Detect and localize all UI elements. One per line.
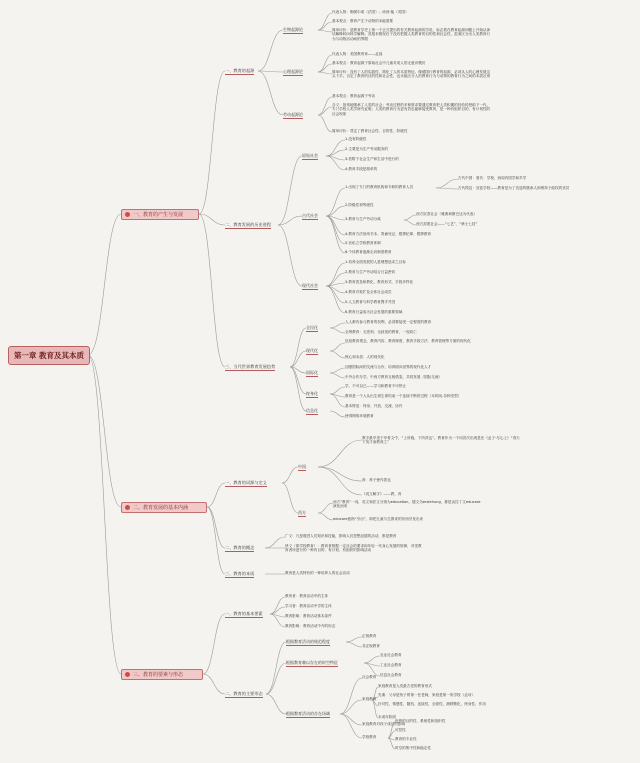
node-ancient[interactable]: 古代社会 <box>302 213 318 218</box>
connector-line <box>330 411 345 417</box>
connector-line <box>404 215 416 220</box>
node-concept[interactable]: 二、教育的概念 <box>225 545 255 550</box>
connector-line <box>318 513 333 520</box>
connector-line <box>266 642 286 694</box>
connector-line <box>282 467 298 483</box>
bullet-dot-icon <box>125 212 130 217</box>
connector-line <box>346 637 362 642</box>
note: 3.教育与生产劳动分离 <box>345 217 381 221</box>
connector-line <box>318 55 332 72</box>
note: 可控性 <box>395 728 406 732</box>
connector-line <box>330 368 345 373</box>
note: 基本特征：终身、开放、交流、协作 <box>345 404 403 408</box>
connector-line <box>290 367 306 411</box>
node-history[interactable]: 二、教育发展的历史进程 <box>225 222 272 227</box>
note: educare意指“引出”，即把儿童与生俱来的东西引发出来 <box>333 517 424 521</box>
note: 3.教育普及和教化，教育形式、手段多样化 <box>345 280 414 284</box>
connector-line <box>318 13 332 30</box>
note: 家庭教育对孩子成长的影响 <box>362 722 406 726</box>
connector-line <box>318 22 332 30</box>
connector-line <box>330 394 345 407</box>
note: 4.教育对象扩及全体社会成员 <box>345 290 392 294</box>
note: 社会教育 <box>362 675 377 679</box>
note: 工业社会教育 <box>380 663 402 667</box>
connector-line <box>278 156 302 225</box>
connector-line <box>330 351 345 358</box>
node-china[interactable]: 中国 <box>298 464 306 469</box>
note: 4.教育方法崇尚书本、背诵死记、棍棒纪律、棍棒教育 <box>345 232 432 236</box>
connector-line <box>270 597 285 614</box>
note: 狭义（即学校教育）：教育者根据一定社会的要求和年轻一代身心发展的规律，对受教育者所进行的一种有目的、有计划、有组织的影响活动 <box>285 544 422 553</box>
connector-line <box>282 483 298 513</box>
note: 教育是一个人从出生到生命结束一个连续不断的过程（本时间-各种类型） <box>345 394 462 398</box>
note: 2.阶级性和等级性 <box>345 203 374 207</box>
note: 1.出现了专门的教育机构和专职的教育人员 <box>345 185 414 189</box>
note: 《说文解字》——教、育 <box>362 492 402 496</box>
node-origin[interactable]: 一、教育的起源 <box>225 68 255 73</box>
note: 非正规教育 <box>362 644 380 648</box>
connector-line <box>326 206 345 216</box>
node-etymology[interactable]: 一、教育的词源与定义 <box>225 480 267 485</box>
note: 基本观点：教育起源于劳动 <box>332 94 376 98</box>
note: 先秦：父母是孩子的第一任老师，家庭是第一所学校（孟母） <box>378 693 476 697</box>
connector-line <box>318 467 362 495</box>
connector-line <box>258 30 283 71</box>
bullet-dot-icon <box>125 672 130 677</box>
connector-line <box>207 483 225 507</box>
connector-line <box>340 678 362 714</box>
note: 古代埃及：宫廷学校——教育是为了宫廷的继承人和维持子政权的官员 <box>458 186 570 190</box>
root-node[interactable]: 第一章 教育及其本质 <box>8 346 90 365</box>
note: 中外合作办学，中西方教育互相借鉴，共同发展（国际交流） <box>345 375 443 379</box>
note: 针对性，情感性，随机，连续性，全面性，潜移默化，终身性；作用 <box>378 702 486 706</box>
note: 1.培养全面发展的人是理想追求之目标 <box>345 260 406 264</box>
section-1-label: 一、教育的产生与发展 <box>133 212 184 218</box>
connector-line <box>88 355 121 674</box>
note: 教育者：教育活动中的主体 <box>285 594 329 598</box>
note: 6.教育日益成为社会发展的重要领域 <box>345 310 403 314</box>
connector-line <box>270 614 285 627</box>
connector-line <box>318 115 332 132</box>
connector-line <box>326 263 345 286</box>
note: 农业社会教育 <box>380 653 402 657</box>
connector-line <box>436 179 458 188</box>
connector-line <box>404 220 416 225</box>
connector-line <box>340 700 362 714</box>
note: 育：养子使作善也 <box>362 478 391 482</box>
node-field[interactable]: 根据教育活动的存在场域 <box>286 711 330 716</box>
note: 广义：凡是增进人们知识和技能，影响人们思想品德的活动，都是教育 <box>285 534 397 538</box>
note: 家庭教育是人类最古老的教育形式 <box>378 684 432 688</box>
node-west[interactable]: 西方 <box>298 510 306 515</box>
connector-line <box>330 323 345 328</box>
note: 西方“教育”一词，英文和法文分别为education，德文为erziehung，都是由拉丁文educare演化而来 <box>333 500 481 509</box>
connector-line <box>330 343 345 351</box>
connector-line <box>318 503 333 513</box>
bullet-dot-icon <box>125 505 130 510</box>
connector-line <box>326 216 345 244</box>
note: 全纳教育：无差别、无歧视的教育，一视同仁 <box>345 330 417 334</box>
connector-line <box>278 225 302 286</box>
connector-line <box>346 642 362 647</box>
note: 3.依附于社会生产和生活中进行的 <box>345 157 399 161</box>
note: 简单评价：是教育学史上第一个正式提出的有关教育起源的学说，标志着在教育起源问题上开始从神话解释转向科学解释。其根本错误在于没有把握人类教育的目的性和社会性，混淆区分出人类教育行为与动物活动间的界限 <box>332 28 491 41</box>
note: 6.个体教育逐渐走向制度教育 <box>345 250 392 254</box>
connector-line <box>207 507 225 574</box>
connector-line <box>318 467 362 481</box>
node-lifelong[interactable]: 终身化 <box>306 391 318 396</box>
note: 包括教育观念、教育内容、教育制度、教育手段方法、教育管理等方面的现代化 <box>345 339 471 343</box>
note: 正规教育 <box>362 634 377 638</box>
note: 学，不可以已——学习和教育不可停止 <box>345 384 407 388</box>
node-universal[interactable]: 全民化 <box>306 325 318 330</box>
note: 5.人文教育与科学教育携手并进 <box>345 300 396 304</box>
note: 简单评价：没有了人的实践性，简化了人的本质特征。像德国行教育的起源，必须从人的心理发展这头下手。否定了教育的目的性和社会性，也未能区分人的教育行为与动物的教育行为之间的本质区别 <box>332 70 491 79</box>
connector-line <box>326 188 345 216</box>
connector-line <box>318 30 332 32</box>
connector-line <box>318 440 362 467</box>
note: 使得网络环境教育 <box>345 414 374 418</box>
note: 西方奴隶社会（雅典和斯巴达为代表） <box>416 212 478 216</box>
note: 基本观点：教育产生于动物的本能需要 <box>332 19 394 23</box>
note: 代表人物：美国教育家——孟禄 <box>332 52 383 56</box>
note: 学校教育 <box>362 735 377 739</box>
note: 教育是人类特有的一种培养人的社会活动 <box>285 571 350 575</box>
node-bio-origin[interactable]: 生物起源论 <box>283 27 303 32</box>
node-primitive[interactable]: 原始社会 <box>302 153 318 158</box>
note: 基本观点：教育起源于原始社会中儿童对成人的无意识模仿 <box>332 61 426 65</box>
note: 信息社会教育 <box>380 673 402 677</box>
node-forms[interactable]: 二、教育的主要形态 <box>225 691 263 696</box>
connector-line <box>199 214 225 367</box>
connector-line <box>364 656 380 663</box>
connector-line <box>266 694 286 714</box>
section-1-header[interactable] <box>121 209 199 220</box>
section-3-label: 三、教育的要素与形态 <box>133 672 184 678</box>
node-trends[interactable]: 三、当代世界教育发展趋势 <box>225 364 276 369</box>
note: 人人都有参与教育的权利，必须要接受一定程度的教育 <box>345 320 432 324</box>
note: 1.没有阶级性 <box>345 137 367 141</box>
note: 2.主要是为生产劳动服务的 <box>345 147 388 151</box>
note: 家庭教育 <box>362 697 377 701</box>
connector-line <box>88 355 121 507</box>
note: 学习者：教育活动中学的主体 <box>285 604 332 608</box>
connector-line <box>326 216 345 235</box>
note: 含义：批判地继承了人类的社会；劳动过程的多种需求要通过教育把人类积累的经验传授给下一代，专门学校人类学研究证明；人类的教育行为更有效也能够接受教育，是一种有组织目的、有计划性的社会现象 <box>332 103 491 116</box>
connector-line <box>290 328 306 367</box>
node-modernization[interactable]: 现代化 <box>306 348 318 353</box>
connector-line <box>318 64 332 72</box>
note: 加强国际间的交流与合作，培养面向世界的现代化人才 <box>345 365 432 369</box>
note: 教育的专业性 <box>395 737 417 741</box>
node-elements[interactable]: 一、教育的基本要素 <box>225 611 263 616</box>
note: 代表人物：勒图尔诺（法国）；沛西·能（英国） <box>332 10 409 14</box>
connector-line <box>203 674 225 694</box>
note: 古代中国：夏代：学校，西周有国学和乡学 <box>458 176 527 180</box>
note: 西方封建社会——“七艺”、“骑士七技” <box>416 222 478 226</box>
connector-line <box>199 71 225 214</box>
connector-line <box>278 216 302 225</box>
connector-line <box>436 188 458 189</box>
node-norm-degree[interactable]: 根据教育活动的规范程度 <box>286 639 330 644</box>
connector-line <box>330 387 345 394</box>
note: 2.教育与生产劳动结合日益密切 <box>345 270 396 274</box>
note: 简单评价：奠定了教育社会性、目的性、阶级性 <box>332 129 408 133</box>
note: 教育影响：教育活动基本条件 <box>285 614 332 618</box>
note: 时空的集中性和稳定性 <box>395 746 431 750</box>
connector-line <box>330 328 345 333</box>
connector-line <box>318 107 332 115</box>
connector-line <box>326 140 345 156</box>
connector-line <box>258 71 283 72</box>
connector-line <box>340 714 362 725</box>
connector-line <box>265 537 285 548</box>
note: 未成年阶段 <box>378 715 396 719</box>
section-2-header[interactable] <box>121 502 207 513</box>
connector-line <box>326 286 345 313</box>
node-labor-origin[interactable]: 劳动起源论 <box>283 112 303 117</box>
connector-line <box>326 150 345 156</box>
node-international[interactable]: 国际化 <box>306 370 318 375</box>
note: 5.官私立学校教育体制 <box>345 241 381 245</box>
connector-line <box>203 614 225 674</box>
node-psych-origin[interactable]: 心理起源论 <box>283 69 303 74</box>
connector-line <box>290 351 306 367</box>
node-essence[interactable]: 三、教育的本质 <box>225 571 255 576</box>
connector-line <box>318 72 332 74</box>
connector-line <box>330 373 345 378</box>
section-2-label: 二、教育发展的基本内涵 <box>133 505 189 511</box>
connector-line <box>340 714 362 738</box>
note: 4.教育手段是简单的 <box>345 167 378 171</box>
connector-line <box>258 71 283 115</box>
section-3-header[interactable] <box>121 669 203 680</box>
note: 核心和本质：人的现代化 <box>345 355 385 359</box>
note: 优势的目的性、系统性和组织性 <box>395 719 446 723</box>
connector-line <box>318 97 332 115</box>
node-modern[interactable]: 现代社会 <box>302 283 318 288</box>
connector-line <box>326 286 345 303</box>
note: 教字最早见于甲骨文中，“上所施，下所效也”。教育作为一个词首次出现是在《孟子·尽心上》“得天下英才而教育之” <box>362 436 520 445</box>
node-time-space[interactable]: 根据教育赖以存在的时空特征 <box>286 660 338 665</box>
connector-line <box>88 214 121 355</box>
note: 教育影响：教育活动中介的形态 <box>285 624 336 628</box>
node-informatization[interactable]: 信息化 <box>306 408 318 413</box>
